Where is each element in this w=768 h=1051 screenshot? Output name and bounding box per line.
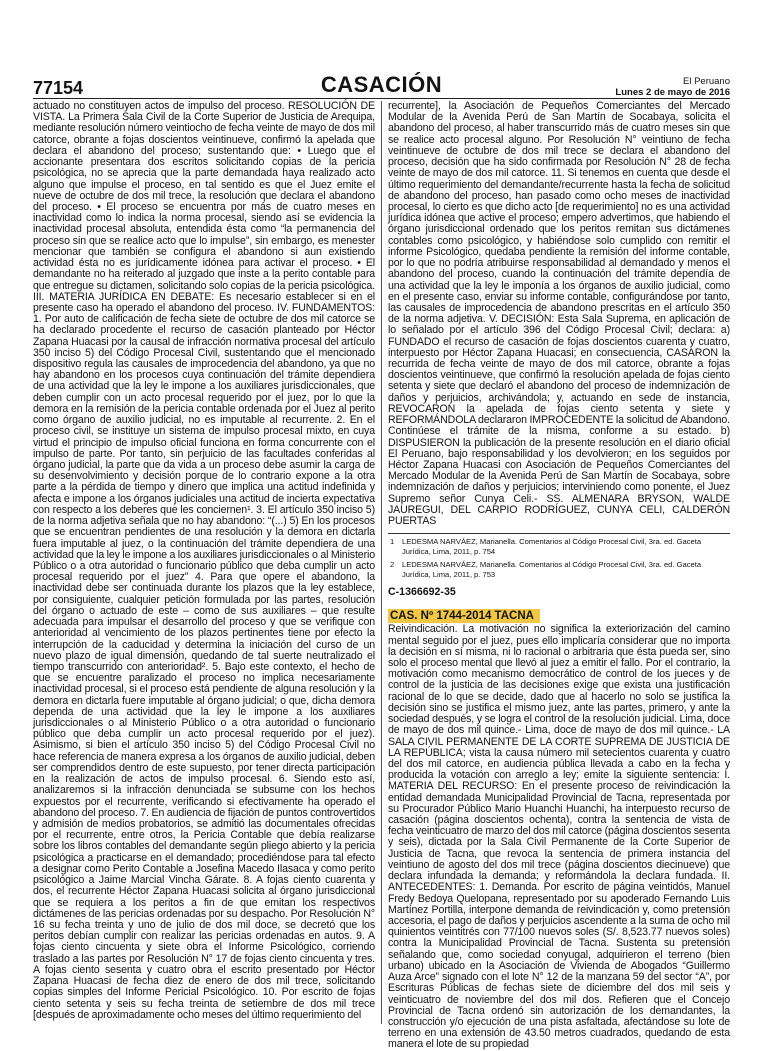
document-code: C-1366692-35 bbox=[388, 586, 456, 599]
publication-info bbox=[615, 76, 730, 98]
section-title: CASACIÓN bbox=[320, 72, 443, 97]
column-divider bbox=[381, 101, 382, 1024]
publication-name: El Peruano bbox=[682, 76, 730, 87]
footnote-text: LEDESMA NARVÁEZ, Marianella. Comentarios al Código Procesal Civil, 3ra. ed. Gaceta Jurídica, Lima, 2011, p. 754 bbox=[402, 537, 702, 557]
footnotes bbox=[388, 533, 730, 580]
publication-date: Lunes 2 de mayo de 2016 bbox=[615, 87, 730, 98]
header-rule bbox=[33, 98, 730, 99]
left-column-text: actuado no constituyen actos de impulso del proceso. RESOLUCIÓN DE VISTA. La Primera Sala Civil de la Corte Superior de Justicia de Arequipa, mediante resolución número veintiocho de fecha veinte de mayo de dos mil catorce, obrante a fojas doscientos veintinueve, confirmó la apelada que declara el abandono del proceso; sustentando que: • Luego que el accionante presentara dos escritos solicitando copias de la pericia psicológica, no se aprecia que la parte demandada haya realizado acto alguno que impulse el proceso, en tal sentido es que el Juez emite el nueve de octubre de dos mil trece, la resolución que declara el abandono del proceso. • El proceso se encuentra por más de cuatro meses en inactividad como lo indica la norma procesal, siendo así se evidencia la inactividad procesal absoluta, entendida ésta como “la permanencia del proceso sin que se realice acto que lo impulse”, sin embargo, es menester mencionar que también se configura el abandono si aun existiendo actividad ésta no es jurídicamente idónea para activar el proceso. • El demandante no ha reiterado al juzgado que inste a la perito contable para que entregue su dictamen, solicitando solo copias de la pericia psicológica. III. MATERIA JURÍDICA EN DEBATE: Es necesario establecer si en el presente caso ha operado el abandono del proceso. IV. FUNDAMENTOS: 1. Por auto de calificación de fecha siete de octubre de dos mil catorce se ha declarado procedente el recurso de casación planteado por Héctor Zapana Huacasi por la causal de infracción normativa procesal del artículo 350 inciso 5) del Código Procesal Civil, sustentando que el mencionado dispositivo regula las causales de improcedencia del abandono, ya que no hay abandono en los procesos cuya continuación del trámite dependiera de una actividad que la ley le impone a los auxiliares jurisdiccionales, que deben cumplir con un acto procesal requerido por el juez, por lo que la demora en la remisión de la pericia contable ordenada por el Juez al perito como órgano de auxilio judicial, no es imputable al recurrente. 2. En el proceso civil, se instituye un sistema de impulso procesal mixto, en cuya virtud el principio de impulso oficial funciona en forma concurrente con el impulso de parte. Por tanto, sin perjuicio de las facultades conferidas al órgano judicial, la parte que da vida a un proceso debe asumir la carga de su desenvolvimiento y decisión porque de lo contrario expone a la otra parte a la pérdida de tiempo y dinero que implica una actitud indefinida y afecta e impone a los órganos judiciales una actitud de incierta expectativa con respecto a los deberes que les conciernen¹. 3. El artículo 350 inciso 5) de la norma adjetiva señala que no hay abandono: “(...) 5) En los procesos que se encuentran pendientes de una resolución y la demora en dictarla fuera imputable al juez, o la continuación del trámite dependiera de una actividad que la ley le impone a los auxiliares jurisdiccionales o al Ministerio Público o a otra autoridad o funcionario público que deba cumplir un acto procesal requerido por el juez” 4. Para que opere el abandono, la inactividad debe ser continuada durante los plazos que la ley establece, por consiguiente, cualquier petición formulada por las partes, resolución del órgano o actuado de este – como de sus auxiliares – que resulte adecuada para impulsar el desarrollo del proceso y que se verifique con anterioridad al vencimiento de los plazos pertinentes tiene por efecto la interrupción de la caducidad y determina la iniciación del curso de un nuevo plazo de igual dimensión, quedando de tal suerte neutralizado el tiempo transcurrido con anterioridad². 5. Bajo este contexto, el hecho de que se encuentre paralizado el proceso no implica necesariamente inactividad procesal, si el proceso está pendiente de alguna resolución y la demora en dictarla fuere imputable al órgano judicial; o que, dicha demora dependa de una actividad que la ley le impone a los auxiliares jurisdiccionales o al Ministerio Público o a otra autoridad o funcionario público que deba cumplir un acto procesal requerido por el juez). Asimismo, si bien el artículo 350 inciso 5) del Código Procesal Civil no hace referencia de manera expresa a los órganos de auxilio judicial, deben ser comprendidos dentro de este supuesto, por tener directa participación en la realización de actos de impulso procesal. 6. Siendo esto así, analizaremos si la infracción denunciada se subsume con los hechos expuestos por el recurrente, verificando si efectivamente ha operado el abandono del proceso. 7. En audiencia de fijación de puntos controvertidos y admisión de medios probatorios, se admitió las documentales ofrecidas por el recurrente, entre otros, la Pericia Contable que debía realizarse sobre los libros contables del demandante según pliego abierto y la pericia psicológica a practicarse en el demandado; procediéndose para tal efecto a designar como Perito Contable a Josefina Macedo Ilasaca y como perito psicológico a Jaime Marcial Vincha Gárate. 8. A fojas ciento cuarenta y dos, el recurrente Héctor Zapana Huacasi solicita al órgano jurisdiccional que se requiera a los peritos a fin de que emitan los respectivos dictámenes de las pericias ordenadas por su despacho. Por Resolución N° 16 su fecha treinta y uno de julio de dos mil doce, se decretó que los peritos debían cumplir con realizar las pericias ordenadas en autos. 9. A fojas ciento cincuenta y siete obra el Informe Psicológico, corriendo traslado a las partes por Resolución N° 17 de fojas ciento cincuenta y tres. A fojas ciento sesenta y cuatro obra el escrito presentado por Héctor Zapana Huacasi de fecha diez de enero de dos mil trece, solicitando copias simples del Informe Pericial Psicológico. 10. Por escrito de fojas ciento setenta y seis su fecha treinta de setiembre de dos mil trece [después de aproximadamente ocho meses del último requerimiento del bbox=[33, 100, 375, 1021]
footnote bbox=[388, 537, 730, 557]
footnote bbox=[388, 560, 730, 580]
footnote-mark: 1 bbox=[390, 537, 395, 547]
footnote-text: LEDESMA NARVÁEZ, Marianella. Comentarios al Código Procesal Civil, 3ra. ed. Gaceta Jurídica, Lima, 2011, p. 753 bbox=[402, 560, 702, 580]
page-header bbox=[33, 70, 730, 100]
case-text: Reivindicación. La motivación no significa la exteriorización del camino mental seguido por el juez, pues ello implicaría considerar que no importa la decisión en sí misma, ni lo racional o arbitraria que ésta pueda ser, sino solo el proceso mental que llevó al juez a emitir el fallo. Por el contrario, la motivación como mecanismo democrático de control de los jueces y de control de la justicia de las decisiones exige que exista una justificación racional de lo que se decide, dado que al hacerlo no solo se justifica la decisión sino se justifica el mismo juez, ante las partes, primero, y ante la sociedad después, y se logra el control de la resolución judicial. Lima, doce de mayo de dos mil quince.- Lima, doce de mayo de dos mil quince.- LA SALA CIVIL PERMANENTE DE LA CORTE SUPREMA DE JUSTICIA DE LA REPÚBLICA; vista la causa número mil setecientos cuarenta y cuatro del dos mil catorce, en audiencia pública llevada a cabo en la fecha y producida la votación con arreglo a ley; emite la siguiente sentencia: I. MATERIA DEL RECURSO: En el presente proceso de reivindicación la entidad demandada Municipalidad Provincial de Tacna, representada por su Procurador Público Mario Huanchi Huanchi, ha interpuesto recurso de casación (página doscientos ochenta), contra la sentencia de vista de fecha veinticuatro de marzo del dos mil catorce (página doscientos sesenta y seis), dictada por la Sala Civil Permanente de la Corte Superior de Justicia de Tacna, que revoca la sentencia de primera instancia del veintiuno de agosto del dos mil trece (página doscientos diecinueve) que declara infundada la demanda; y reformándola la declara fundada. II. ANTECEDENTES: 1. Demanda. Por escrito de página veintidós, Manuel Fredy Bedoya Quelopana, representado por su apoderado Fernando Luis Martínez Portilla, interpone demanda de reivindicación y, como pretensión accesoria, el pago de daños y perjuicios ascendente a la suma de ocho mil quinientos veintitrés con 77/100 nuevos soles (S/. 8,523.77 nuevos soles) contra la Municipalidad Provincial de Tacna. Sustenta su pretensión señalando que, como sociedad conyugal, adquirieron el terreno (bien urbano) ubicado en la Asociación de Vivienda de Abogados “Guillermo Auza Arce” signado con el lote N° 12 de la manzana 59 del sector “A”, por Escrituras Públicas de fechas siete de diciembre del dos mil seis y veinticuatro de noviembre del dos mil dos. Refieren que el Concejo Provincial de Tacna ordenó sin autorización de los demandantes, la construcción y/o ejecución de una pista asfaltada, afectándose su lote de terreno en una extensión de 43.50 metros cuadrados, quedando de esta manera el lote de su propiedad bbox=[388, 623, 730, 1051]
right-column bbox=[388, 100, 730, 1051]
left-column bbox=[33, 101, 375, 1024]
right-column-text-top: recurrente], la Asociación de Pequeños Comerciantes del Mercado Modular de la Avenida Perú de San Martín de Socabaya, solicita el abandono del proceso, al haber transcurrido más de cuatro meses sin que se realice acto procesal alguno. Por Resolución N° veintiuno de fecha veintinueve de octubre de dos mil trece se declara el abandono del proceso, decisión que ha sido confirmada por Resolución N° 28 de fecha veinte de mayo de dos mil catorce. 11. Si tenemos en cuenta que desde el último requerimiento del demandante/recurrente hasta la fecha de solicitud de abandono del proceso, han pasado como ocho meses de inactividad procesal, lo cierto es que dicho acto [de requerimiento] no es una actividad jurídica idónea que active el proceso; empero advertimos, que habiendo el órgano jurisdiccional ordenado que los peritos remitan sus dictámenes contables como psicológico, y habiéndose solo cumplido con remitir el informe Psicológico, quedaba pendiente la remisión del informe contable, por lo que no podría atribuirse responsabilidad al demandado y menos el abandono del proceso, cuando la continuación del trámite dependía de una actividad que la ley le imponía a los órganos de auxilio judicial, como en el presente caso, enviar su informe contable, configurándose por tanto, las causales de improcedencia de abandono prescritas en el artículo 350 de la norma adjetiva. V. DECISIÓN: Esta Sala Suprema, en aplicación de lo señalado por el artículo 396 del Código Procesal Civil; declara: a) FUNDADO el recurso de casación de fojas doscientos cuarenta y cuatro, interpuesto por Héctor Zapana Huacasi; en consecuencia, CASARON la recurrida de fecha veinte de mayo de dos mil catorce, obrante a fojas doscientos veintinueve, que confirmó la resolución apelada de fojas ciento setenta y siete que declaró el abandono del proceso de indemnización de daños y perjuicios, archivándola; y, actuando en sede de instancia, REVOCARON la apelada de fojas ciento setenta y siete y REFORMÁNDOLA declararon IMPROCEDENTE la solicitud de Abandono. Continúese el trámite de la misma, conforme a su estado. b) DISPUSIERON la publicación de la presente resolución en el diario oficial El Peruano, bajo responsabilidad y los devolvieron; en los seguidos por Héctor Zapana Huacasi con Asociación de Pequeños Comerciantes del Mercado Modular de la Avenida Perú de San Martín de Socabaya, sobre indemnización de daños y perjuicios; interviniendo como ponente, el Juez Supremo señor Cunya Celi.- SS. ALMENARA BRYSON, WALDE JAUREGUI, DEL CARPIO RODRÍGUEZ, CUNYA CELI, CALDERÓN PUERTAS bbox=[388, 100, 730, 528]
page-number: 77154 bbox=[33, 78, 84, 98]
footnote-mark: 2 bbox=[390, 560, 395, 570]
case-heading: CAS. Nº 1744-2014 TACNA bbox=[388, 609, 540, 623]
